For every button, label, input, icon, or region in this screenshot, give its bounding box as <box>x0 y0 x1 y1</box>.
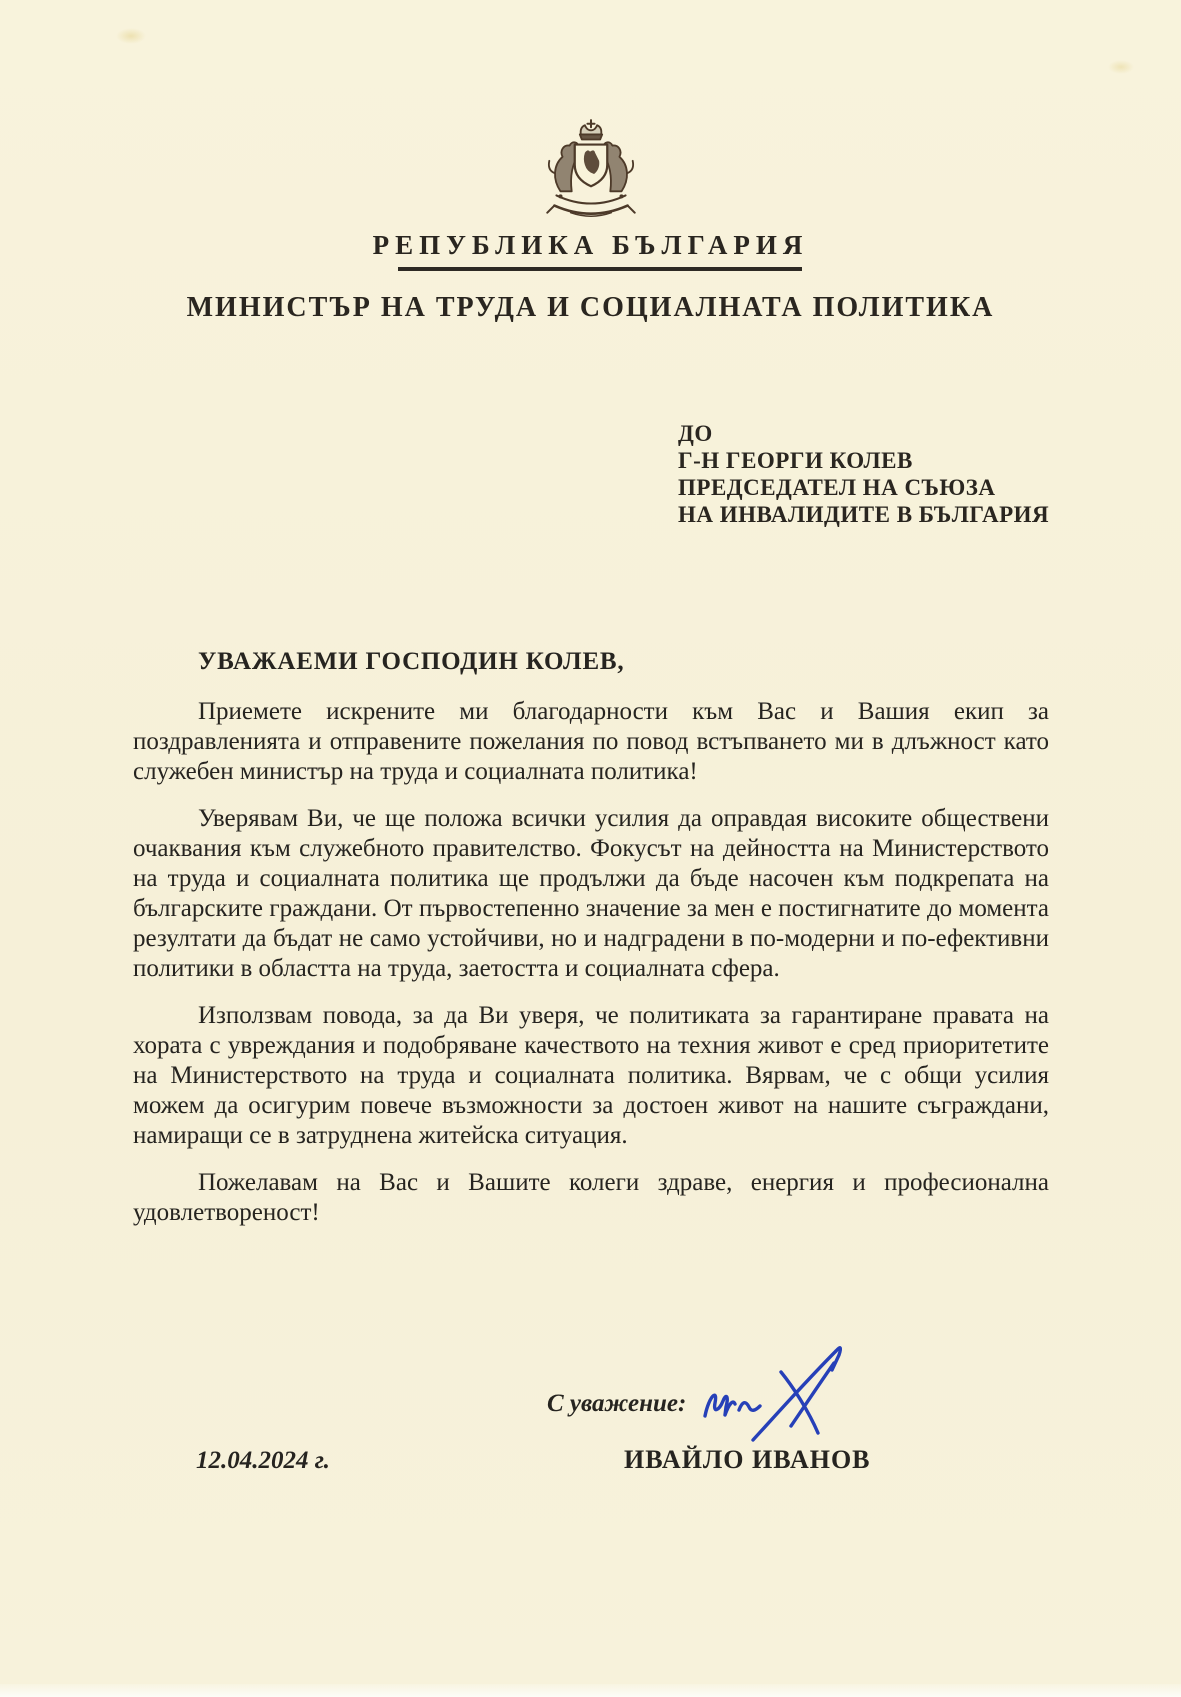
bulgaria-coat-of-arms-icon <box>530 118 652 229</box>
letter-paragraph: Уверявам Ви, че ще положа всички усилия да оправдая високите обществени очаквания към служебното правителство. Фокусът на дейността на Министерството на труда и социалната политика ще продължи да бъде насочен към подкрепата на българските граждани. От първостепенно значение за мен е постигнатите до момента резултати да бъдат не само устойчиви, но и надградени в по-модерни и по-ефективни политики в областта на труда, заетостта и социалната сфера. <box>133 805 1049 982</box>
scan-edge <box>0 1684 1181 1697</box>
letter-body <box>133 697 1049 1245</box>
recipient-title-line1: ПРЕДСЕДАТЕЛ НА СЪЮЗА <box>678 475 996 500</box>
closing-label: С уважение: <box>547 1390 687 1417</box>
recipient-title-line2: НА ИНВАЛИДИТЕ В БЪЛГАРИЯ <box>678 502 1050 527</box>
scan-smudge <box>116 28 146 44</box>
salutation: УВАЖАЕМИ ГОСПОДИН КОЛЕВ, <box>198 648 625 675</box>
recipient-block <box>678 420 1049 528</box>
header-rule <box>398 267 802 271</box>
date-label: 12.04.2024 г. <box>196 1447 330 1474</box>
letter-paragraph: Приемете искрените ми благодарности към Вас и Вашия екип за поздравленията и отправените пожелания по повод встъпването ми в длъжност като служебен министър на труда и социалната политика! <box>133 698 1049 785</box>
scan-smudge <box>1108 60 1134 74</box>
signer-name: ИВАЙЛО ИВАНОВ <box>624 1445 871 1474</box>
letter-paragraph: Пожелавам на Вас и Вашите колеги здраве, енергия и професионална удовлетвореност! <box>133 1169 1049 1226</box>
ministry-title: МИНИСТЪР НА ТРУДА И СОЦИАЛНАТА ПОЛИТИКА <box>186 292 995 323</box>
recipient-to: ДО <box>678 421 713 446</box>
letter-paragraph: Използвам повода, за да Ви уверя, че политиката за гарантиране правата на хората с увреждания и подобряване качеството на техния живот е сред приоритетите на Министерството на труда и социалната политика. Вярвам, че с общи усилия можем да осигурим повече възможности за достоен живот на нашите съграждани, намиращи се в затруднена житейска ситуация. <box>133 1002 1049 1149</box>
handwritten-signature <box>693 1336 868 1456</box>
recipient-name: Г-Н ГЕОРГИ КОЛЕВ <box>678 448 913 473</box>
republic-title: РЕПУБЛИКА БЪЛГАРИЯ <box>372 230 809 260</box>
